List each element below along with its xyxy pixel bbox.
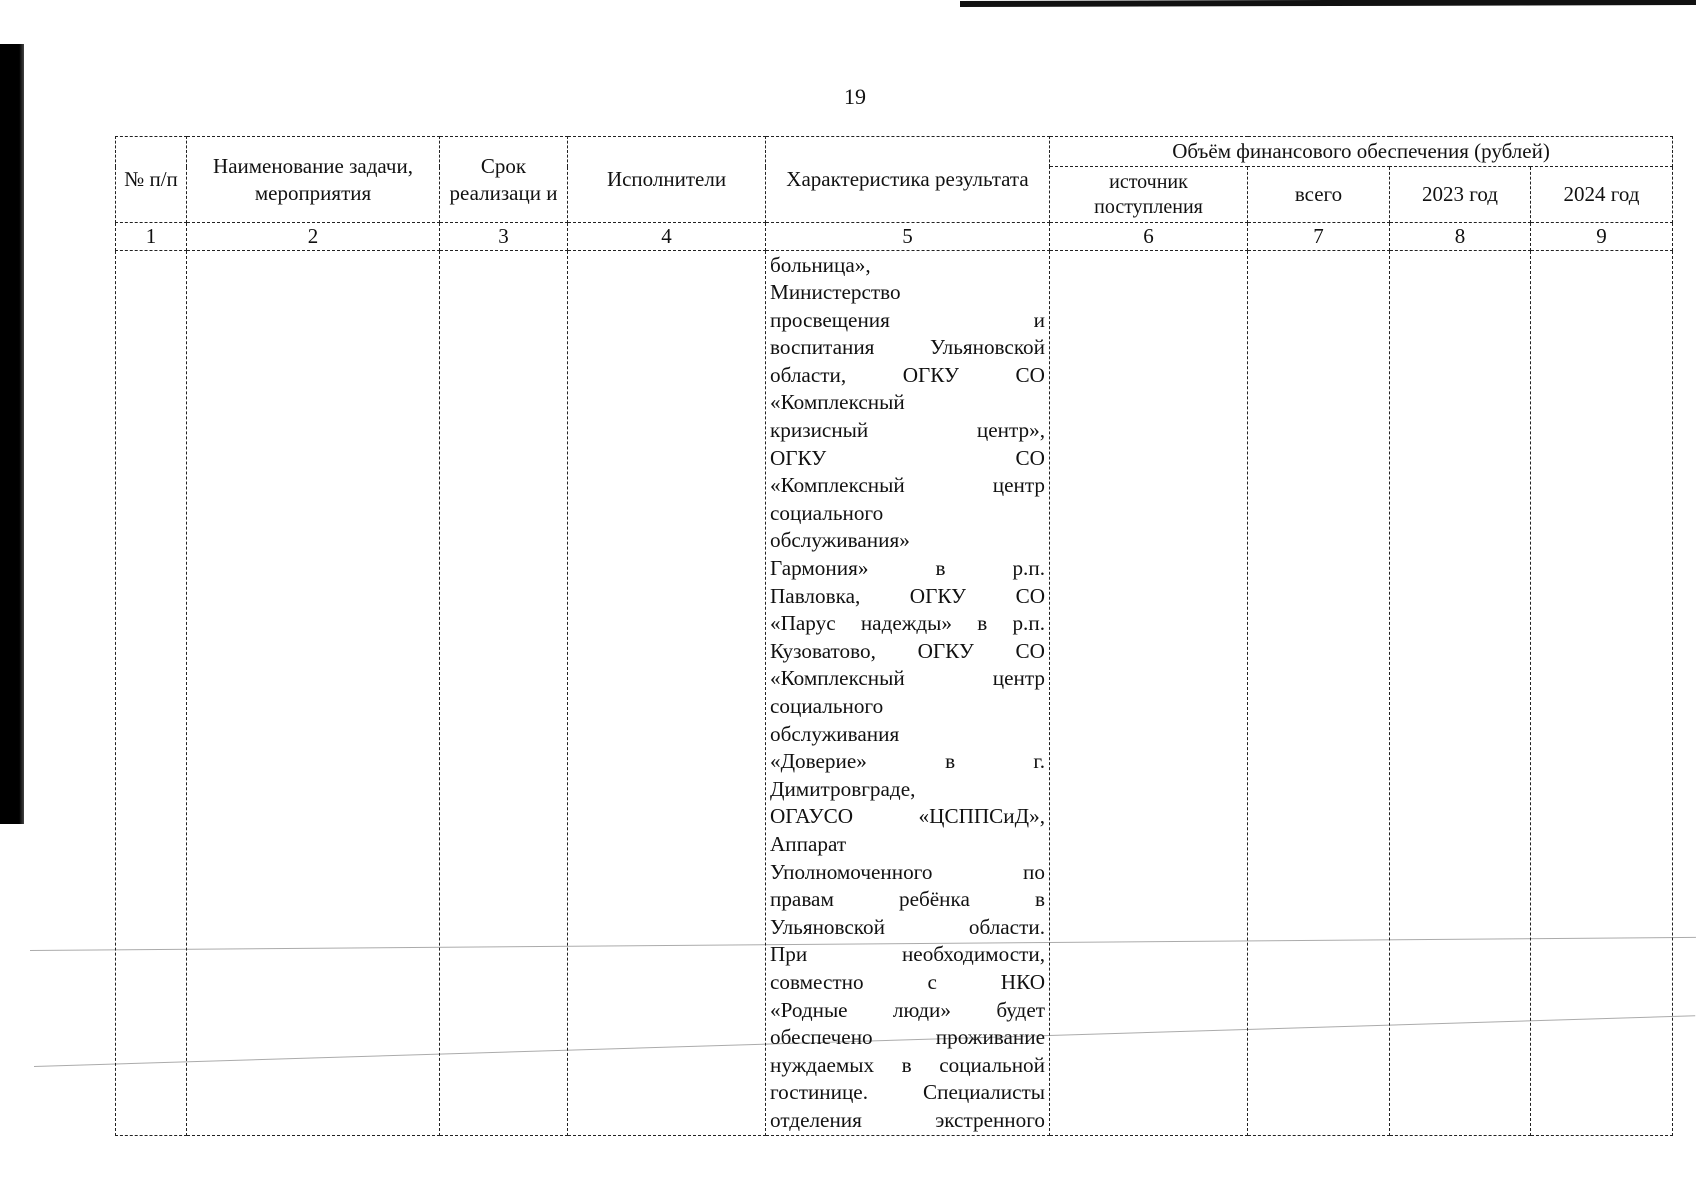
result-line: Павловка, ОГКУ СО: [770, 583, 1045, 608]
column-number: 7: [1248, 223, 1390, 251]
result-line: социального: [770, 694, 884, 718]
column-number: 5: [766, 223, 1050, 251]
cell-executors: [568, 251, 766, 1136]
result-line: Димитровграде,: [770, 776, 916, 801]
result-line: правам ребёнка в: [770, 887, 1045, 912]
result-line: «Родные люди» будет: [770, 997, 1045, 1022]
result-line: кризисный центр»,: [770, 418, 1045, 443]
result-line: «Парус надежды» в р.п.: [770, 611, 1045, 636]
result-line: Ульяновской области.: [770, 914, 1045, 939]
result-line: обеспечено проживание: [770, 1025, 1045, 1050]
result-line: просвещения и: [770, 307, 1045, 332]
result-line: «Комплексный: [770, 390, 905, 415]
result-line: ОГАУСО «ЦСППСиД»,: [770, 804, 1045, 829]
result-line: «Комплексный центр: [770, 473, 1045, 498]
result-line: «Доверие» в г.: [770, 749, 1045, 774]
result-line: воспитания Ульяновской: [770, 335, 1045, 360]
result-line: нуждаемых в социальной: [770, 1052, 1045, 1077]
header-result: Характеристика результата: [766, 137, 1050, 223]
header-term: Срок реализаци и: [440, 137, 568, 223]
result-line: «Комплексный центр: [770, 666, 1045, 691]
header-2023: 2023 год: [1390, 167, 1531, 223]
result-line: обслуживания»: [770, 528, 910, 553]
header-finance-group: Объём финансового обеспечения (рублей): [1050, 137, 1673, 167]
cell-num: [116, 251, 187, 1136]
cell-2023: [1390, 251, 1531, 1136]
column-number: 6: [1050, 223, 1248, 251]
result-text: [770, 252, 1045, 1135]
column-number: 8: [1390, 223, 1531, 251]
scan-top-edge: [960, 0, 1696, 7]
result-line: При необходимости,: [770, 942, 1045, 967]
result-line: социального: [770, 500, 884, 525]
header-executors: Исполнители: [568, 137, 766, 223]
column-number: 3: [440, 223, 568, 251]
cell-term: [440, 251, 568, 1136]
column-number: 9: [1531, 223, 1673, 251]
result-line: Аппарат: [770, 831, 847, 856]
column-number: 1: [116, 223, 187, 251]
cell-name: [187, 251, 440, 1136]
header-2024: 2024 год: [1531, 167, 1673, 223]
result-line: отделения экстренного: [770, 1107, 1045, 1132]
result-line: области, ОГКУ СО: [770, 362, 1045, 387]
result-line: ОГКУ СО: [770, 445, 1045, 470]
cell-result: [766, 251, 1050, 1136]
result-line: Гармония» в р.п.: [770, 556, 1045, 581]
column-number: 4: [568, 223, 766, 251]
result-line: больница»,: [770, 252, 871, 277]
header-name: Наименование задачи, мероприятия: [187, 137, 440, 223]
result-line: гостинице. Специалисты: [770, 1080, 1045, 1105]
result-line: совместно с НКО: [770, 969, 1045, 994]
page-number: 19: [844, 84, 866, 109]
result-line: обслуживания: [770, 721, 900, 746]
action-plan-table: [115, 136, 1673, 1136]
header-total: всего: [1248, 167, 1390, 223]
result-line: Уполномоченного по: [770, 859, 1045, 884]
column-number-row: [116, 223, 1673, 251]
table-row: [116, 251, 1673, 1136]
cell-2024: [1531, 251, 1673, 1136]
cell-total: [1248, 251, 1390, 1136]
column-number: 2: [187, 223, 440, 251]
result-line: Министерство: [770, 280, 901, 305]
header-source: источник поступления: [1050, 167, 1248, 223]
scan-margin-shadow: [0, 44, 24, 824]
header-num: № п/п: [116, 137, 187, 223]
result-line: Кузоватово, ОГКУ СО: [770, 638, 1045, 663]
cell-source: [1050, 251, 1248, 1136]
